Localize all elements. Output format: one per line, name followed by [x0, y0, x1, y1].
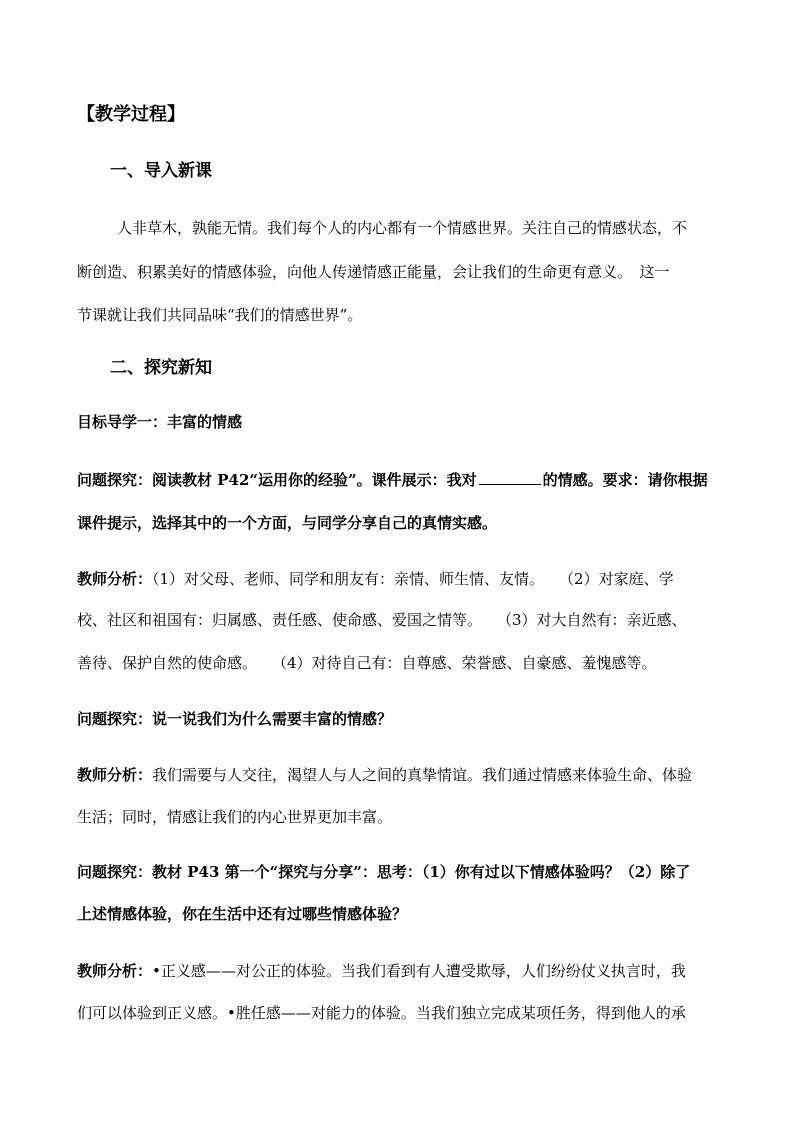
question-1-text-before: 问题探究：阅读教材 P42“运用你的经验”。课件展示：我对	[77, 471, 477, 489]
intro-line-2: 断创造、积累美好的情感体验，向他人传递情感正能量，会让我们的生命更有意义。 这一	[77, 263, 670, 281]
analysis-2-text-1: 我们需要与人交往，渴望人与人之间的真挚情谊。我们通过情感来体验生命、体验	[152, 766, 693, 784]
analysis-3-line-1	[77, 961, 737, 981]
goal-1-heading: 目标导学一：丰富的情感	[77, 413, 243, 431]
section-1-title: 一、导入新课	[110, 161, 212, 181]
question-2: 问题探究：说一说我们为什么需要丰富的情感？	[77, 710, 393, 728]
analysis-1-text-1: （1）对父母、老师、同学和朋友有：亲情、师生情、友情。 （2）对家庭、学	[152, 570, 674, 588]
analysis-1-line-3: 善待、保护自然的使命感。 （4）对待自己有：自尊感、荣誉感、自豪感、羞愧感等。	[77, 654, 657, 672]
question-1-line-1	[77, 470, 737, 490]
analysis-1-label: 教师分析：	[77, 570, 153, 588]
intro-line-1: 人非草木，孰能无情。我们每个人的内心都有一个情感世界。关注自己的情感状态，不	[117, 219, 688, 237]
page-heading: 【教学过程】	[77, 104, 185, 125]
analysis-2-line-1	[77, 765, 737, 785]
analysis-3-label: 教师分析：	[77, 962, 153, 980]
question-1-text-after: 的情感。要求：请你根据	[542, 471, 708, 489]
analysis-3-text-1: •正义感——对公正的体验。当我们看到有人遭受欺辱，人们纷纷仗义执言时，我	[152, 962, 686, 980]
question-1-line-2: 课件提示，选择其中的一个方面，与同学分享自己的真情实感。	[77, 514, 498, 532]
question-3-line-2: 上述情感体验，你在生活中还有过哪些情感体验？	[77, 905, 408, 923]
question-3-line-1: 问题探究：教材 P43 第一个“探究与分享”：思考：（1）你有过以下情感体验吗？（2）除了	[77, 863, 691, 881]
analysis-1-line-2: 校、社区和祖国有：归属感、责任感、使命感、爱国之情等。 （3）对大自然有：亲近感、	[77, 611, 687, 629]
section-2-title: 二、探究新知	[110, 358, 212, 378]
fill-in-blank	[479, 470, 541, 485]
analysis-2-line-2: 生活；同时，情感让我们的内心世界更加丰富。	[77, 808, 393, 826]
intro-line-3: 节课就让我们共同品味“我们的情感世界”。	[77, 306, 363, 324]
analysis-3-line-2: 们可以体验到正义感。•胜任感——对能力的体验。当我们独立完成某项任务，得到他人的承	[77, 1004, 686, 1022]
analysis-1-line-1	[77, 569, 737, 589]
analysis-2-label: 教师分析：	[77, 766, 153, 784]
